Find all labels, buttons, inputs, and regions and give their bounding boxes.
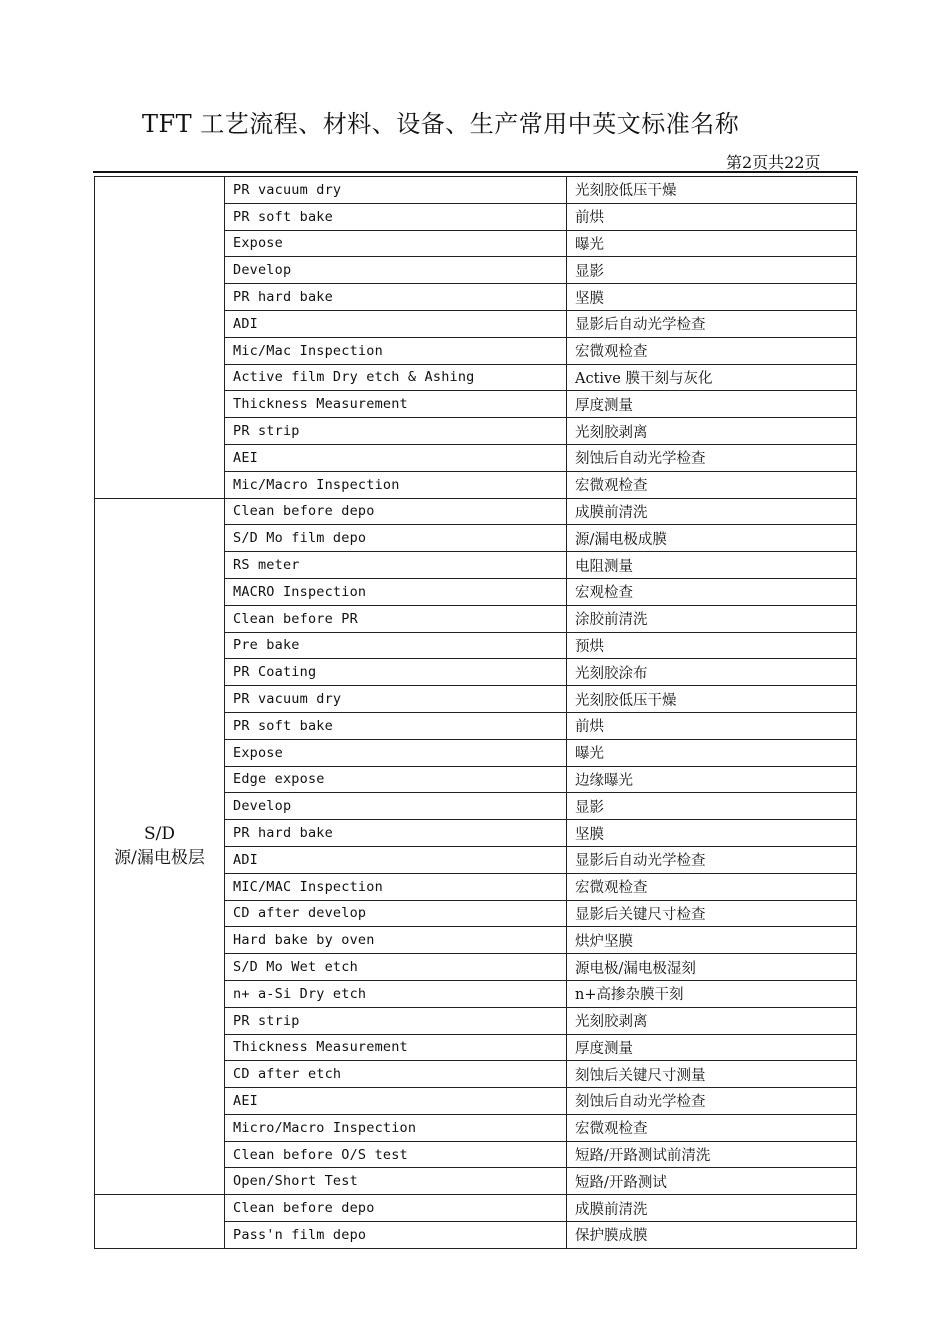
- step-name-chinese: 宏微观检查: [567, 471, 857, 498]
- step-name-chinese: 显影后自动光学检查: [567, 310, 857, 337]
- step-name-chinese: 保护膜成膜: [567, 1222, 857, 1249]
- step-name-english: PR vacuum dry: [225, 177, 567, 204]
- step-name-chinese: 成膜前清洗: [567, 1195, 857, 1222]
- step-name-english: Expose: [225, 230, 567, 257]
- step-name-english: RS meter: [225, 552, 567, 579]
- step-name-chinese: 宏微观检查: [567, 1114, 857, 1141]
- step-name-english: Hard bake by oven: [225, 927, 567, 954]
- step-name-english: Pass'n film depo: [225, 1222, 567, 1249]
- step-name-chinese: 刻蚀后自动光学检查: [567, 444, 857, 471]
- step-name-english: PR soft bake: [225, 203, 567, 230]
- step-name-english: Expose: [225, 739, 567, 766]
- step-name-english: S/D Mo film depo: [225, 525, 567, 552]
- step-name-english: PR hard bake: [225, 820, 567, 847]
- step-name-chinese: 坚膜: [567, 284, 857, 311]
- step-name-chinese: Active 膜干刻与灰化: [567, 364, 857, 391]
- step-name-chinese: 电阻测量: [567, 552, 857, 579]
- step-name-chinese: 宏微观检查: [567, 337, 857, 364]
- step-name-english: Clean before PR: [225, 605, 567, 632]
- table-row: [95, 1195, 857, 1222]
- step-name-english: Mic/Macro Inspection: [225, 471, 567, 498]
- step-name-english: Clean before O/S test: [225, 1141, 567, 1168]
- header-rule: [93, 171, 858, 173]
- step-name-english: Mic/Mac Inspection: [225, 337, 567, 364]
- step-name-english: AEI: [225, 1088, 567, 1115]
- step-name-chinese: 短路/开路测试: [567, 1168, 857, 1195]
- step-name-chinese: 刻蚀后自动光学检查: [567, 1088, 857, 1115]
- step-name-chinese: 成膜前清洗: [567, 498, 857, 525]
- step-name-english: S/D Mo Wet etch: [225, 954, 567, 981]
- step-name-english: CD after etch: [225, 1061, 567, 1088]
- step-name-chinese: 显影后关键尺寸检查: [567, 900, 857, 927]
- step-name-chinese: 预烘: [567, 632, 857, 659]
- table-row: [95, 498, 857, 525]
- layer-name-en: S/D: [143, 824, 175, 845]
- step-name-english: Active film Dry etch & Ashing: [225, 364, 567, 391]
- layer-name-zh: 源/漏电极层: [114, 848, 205, 869]
- step-name-chinese: 厚度测量: [567, 391, 857, 418]
- step-name-english: Clean before depo: [225, 498, 567, 525]
- step-name-english: MIC/MAC Inspection: [225, 873, 567, 900]
- step-name-chinese: 短路/开路测试前清洗: [567, 1141, 857, 1168]
- step-name-english: Pre bake: [225, 632, 567, 659]
- step-name-chinese: 显影后自动光学检查: [567, 846, 857, 873]
- step-name-english: PR hard bake: [225, 284, 567, 311]
- step-name-english: Open/Short Test: [225, 1168, 567, 1195]
- step-name-chinese: 厚度测量: [567, 1034, 857, 1061]
- step-name-chinese: 前烘: [567, 712, 857, 739]
- step-name-chinese: 显影: [567, 793, 857, 820]
- step-name-english: Edge expose: [225, 766, 567, 793]
- step-name-english: ADI: [225, 846, 567, 873]
- process-layer-cell: [95, 1195, 225, 1249]
- step-name-english: MACRO Inspection: [225, 578, 567, 605]
- step-name-chinese: 光刻胶低压干燥: [567, 686, 857, 713]
- table-row: [95, 177, 857, 204]
- step-name-chinese: 曝光: [567, 739, 857, 766]
- step-name-english: Develop: [225, 793, 567, 820]
- step-name-chinese: 光刻胶低压干燥: [567, 177, 857, 204]
- step-name-chinese: 显影: [567, 257, 857, 284]
- step-name-english: PR strip: [225, 418, 567, 445]
- step-name-chinese: 源/漏电极成膜: [567, 525, 857, 552]
- process-layer-cell: [95, 177, 225, 499]
- step-name-english: CD after develop: [225, 900, 567, 927]
- step-name-chinese: 宏观检查: [567, 578, 857, 605]
- step-name-chinese: 涂胶前清洗: [567, 605, 857, 632]
- document-title: TFT 工艺流程、材料、设备、生产常用中英文标准名称: [142, 110, 740, 138]
- step-name-english: ADI: [225, 310, 567, 337]
- step-name-chinese: 边缘曝光: [567, 766, 857, 793]
- step-name-english: Clean before depo: [225, 1195, 567, 1222]
- process-terms-table: [94, 176, 857, 1249]
- step-name-chinese: 烘炉坚膜: [567, 927, 857, 954]
- step-name-english: PR soft bake: [225, 712, 567, 739]
- step-name-chinese: 刻蚀后关键尺寸测量: [567, 1061, 857, 1088]
- step-name-chinese: 光刻胶剥离: [567, 418, 857, 445]
- step-name-chinese: 光刻胶剥离: [567, 1007, 857, 1034]
- step-name-english: PR vacuum dry: [225, 686, 567, 713]
- process-layer-cell: [95, 498, 225, 1195]
- step-name-chinese: 坚膜: [567, 820, 857, 847]
- step-name-chinese: 前烘: [567, 203, 857, 230]
- step-name-chinese: 宏微观检查: [567, 873, 857, 900]
- step-name-english: PR Coating: [225, 659, 567, 686]
- step-name-english: Develop: [225, 257, 567, 284]
- page-number: 第2页共22页: [726, 153, 821, 172]
- step-name-english: Thickness Measurement: [225, 391, 567, 418]
- step-name-chinese: 光刻胶涂布: [567, 659, 857, 686]
- step-name-chinese: 曝光: [567, 230, 857, 257]
- step-name-english: PR strip: [225, 1007, 567, 1034]
- step-name-english: Thickness Measurement: [225, 1034, 567, 1061]
- step-name-chinese: 源电极/漏电极湿刻: [567, 954, 857, 981]
- step-name-english: AEI: [225, 444, 567, 471]
- step-name-chinese: n+高掺杂膜干刻: [567, 980, 857, 1007]
- step-name-english: Micro/Macro Inspection: [225, 1114, 567, 1141]
- step-name-english: n+ a-Si Dry etch: [225, 980, 567, 1007]
